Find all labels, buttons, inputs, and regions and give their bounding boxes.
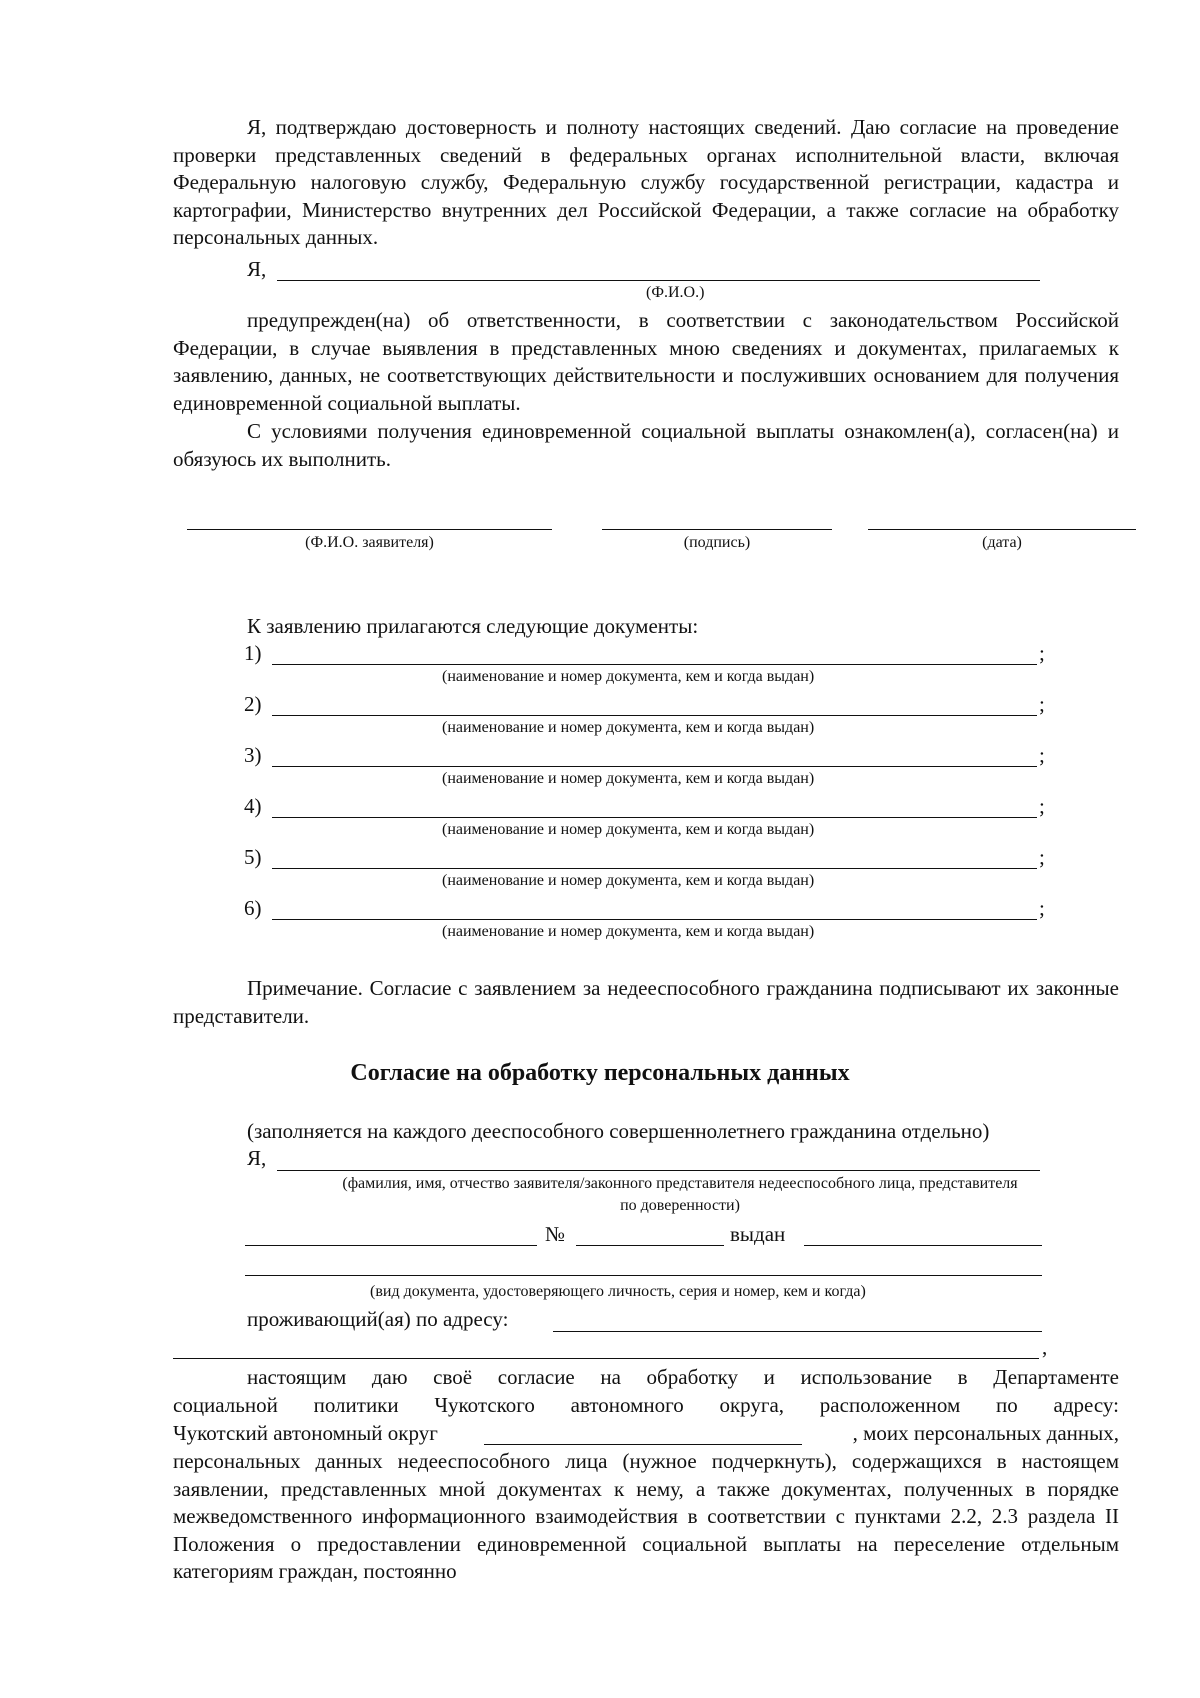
attachment-caption: (наименование и номер документа, кем и когда выдан)	[442, 821, 815, 838]
consent-subtitle: (заполняется на каждого дееспособного совершеннолетнего гражданина отдельно)	[247, 1119, 990, 1143]
consent-name-caption-1: (фамилия, имя, отчество заявителя/законного представителя недееспособного лица, представителя	[342, 1175, 1018, 1192]
attachment-number: 5)	[244, 845, 262, 869]
id-type-line[interactable]	[245, 1245, 537, 1246]
attachment-caption: (наименование и номер документа, кем и когда выдан)	[442, 719, 815, 736]
issued-label: выдан	[730, 1222, 786, 1246]
applicant-name-line[interactable]	[187, 529, 552, 530]
attachment-caption: (наименование и номер документа, кем и когда выдан)	[442, 923, 815, 940]
district-address-line[interactable]	[484, 1444, 802, 1445]
fio-field-line[interactable]	[277, 280, 1040, 281]
signature-line[interactable]	[602, 529, 832, 530]
consent-body-rest: персональных данных недееспособного лица (нужное подчеркнуть), содержащихся в настоящем заявлении, представленных мной документах к нему, а также документах, полученных в порядке межведомственного информационного взаимодействия в соответствии с пунктами 2.2, 2.3 раздела II Положения о предоставлении единовременной социальной выплаты на переселение отдельным категориям граждан, постоянно	[173, 1449, 1119, 1583]
date-caption: (дата)	[982, 534, 1022, 551]
attachment-number: 4)	[244, 794, 262, 818]
consent-ya-label: Я,	[247, 1146, 267, 1170]
attachment-end: ;	[1039, 794, 1045, 818]
attachment-field-line[interactable]	[272, 766, 1037, 767]
attachment-field-line[interactable]	[272, 715, 1037, 716]
responsibility-paragraph: предупрежден(на) об ответственности, в соответствии с законодательством Российской Федерации, в случае выявления в представленных мною сведениях и документах, прилагаемых к заявлению, данных, не соответствующих действительности и послуживших основанием для получения единовременной социальной выплаты.	[173, 308, 1119, 415]
consent-name-caption-2: по доверенности)	[620, 1197, 740, 1214]
attachment-field-line[interactable]	[272, 919, 1037, 920]
attachment-end: ;	[1039, 743, 1045, 767]
attachment-field-line[interactable]	[272, 817, 1037, 818]
consent-title: Согласие на обработку персональных данных	[350, 1060, 850, 1086]
consent-body-line-1: настоящим даю своё согласие на обработку и использование в Департаменте	[247, 1365, 1119, 1389]
consent-body-line-3-start: Чукотский автономный округ	[173, 1421, 438, 1445]
attachment-number: 2)	[244, 692, 262, 716]
address-line[interactable]	[553, 1331, 1042, 1332]
attachments-heading: К заявлению прилагаются следующие документы:	[247, 614, 699, 638]
conditions-paragraph: С условиями получения единовременной социальной выплаты ознакомлен(а), согласен(на) и обязуюсь их выполнить.	[173, 419, 1119, 471]
id-caption: (вид документа, удостоверяющего личность, серия и номер, кем и когда)	[370, 1283, 866, 1300]
attachment-field-line[interactable]	[272, 664, 1037, 665]
number-sign: №	[545, 1222, 566, 1246]
attachment-number: 6)	[244, 896, 262, 920]
attachment-number: 3)	[244, 743, 262, 767]
applicant-name-caption: (Ф.И.О. заявителя)	[305, 534, 434, 551]
attachment-caption: (наименование и номер документа, кем и когда выдан)	[442, 872, 815, 889]
issued-by-line[interactable]	[804, 1245, 1042, 1246]
address-line-2[interactable]	[173, 1358, 1039, 1359]
attachment-end: ;	[1039, 845, 1045, 869]
declaration-paragraph: Я, подтверждаю достоверность и полноту настоящих сведений. Даю согласие на проведение проверки представленных сведений в федеральных органах исполнительной власти, включая Федеральную налоговую службу, Федеральную службу государственной регистрации, кадастра и картографии, Министерство внутренних дел Российской Федерации, а также согласие на обработку персональных данных.	[173, 115, 1119, 249]
fio-caption: (Ф.И.О.)	[646, 284, 705, 301]
consent-name-line[interactable]	[277, 1170, 1040, 1171]
attachment-end: ;	[1039, 641, 1045, 665]
signature-caption: (подпись)	[683, 534, 751, 551]
id-details-line[interactable]	[245, 1275, 1042, 1276]
attachment-number: 1)	[244, 641, 262, 665]
consent-body-line-2: социальной политики Чукотского автономного округа, расположенном по адресу:	[173, 1393, 1119, 1417]
attachment-end: ;	[1039, 896, 1045, 920]
address-label: проживающий(ая) по адресу:	[247, 1307, 509, 1331]
attachment-field-line[interactable]	[272, 868, 1037, 869]
ya-label: Я,	[247, 257, 267, 281]
attachment-caption: (наименование и номер документа, кем и когда выдан)	[442, 668, 815, 685]
note-paragraph: Примечание. Согласие с заявлением за недееспособного гражданина подписывают их законные представители.	[173, 976, 1119, 1028]
consent-body-line-3-end: , моих персональных данных,	[852, 1421, 1119, 1445]
attachment-caption: (наименование и номер документа, кем и когда выдан)	[442, 770, 815, 787]
address-end: ,	[1042, 1335, 1048, 1359]
date-line[interactable]	[868, 529, 1136, 530]
attachment-end: ;	[1039, 692, 1045, 716]
id-number-line[interactable]	[576, 1245, 724, 1246]
